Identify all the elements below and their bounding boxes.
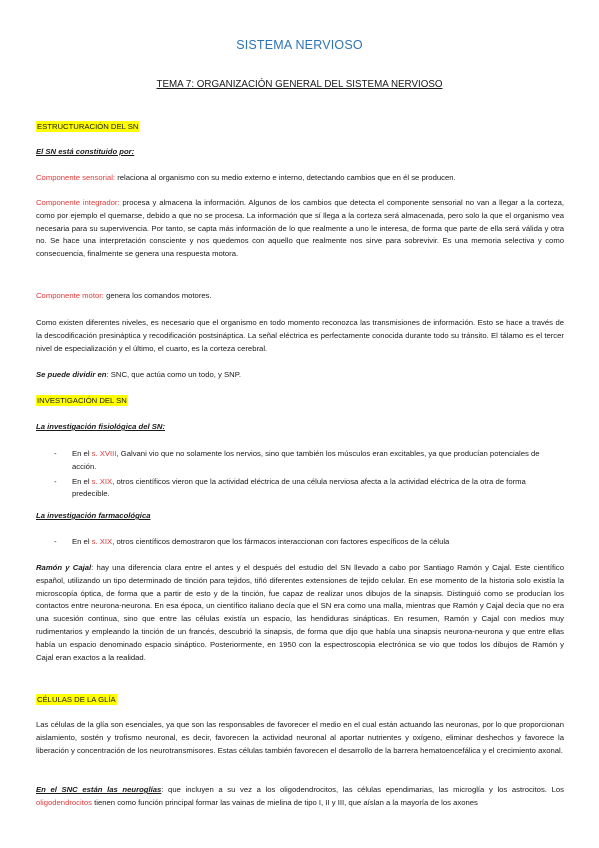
paragraph-sensorial: Componente sensorial: relaciona al organismo con su medio externo e interno, detectando cambios que en él se producen. <box>36 173 456 182</box>
document-title: SISTEMA NERVIOSO <box>236 38 363 52</box>
topic-title: TEMA 7: ORGANIZACIÓN GENERAL DEL SISTEMA NERVIOSO <box>156 79 443 90</box>
paragraph-ramon-y-cajal: Ramón y Cajal: hay una diferencia clara entre el antes y el después del estudio del SN llevado a cabo por Santiago Ramón y Cajal. Este científico español, utilizando un tipo determinado de tinción para tejidos, tiñó diferentes extensiones de tejido celular. En ese momento de la historia solo existía la microscopía óptica, de forma que a partir de esto y de la tinción, fue capaz de realizar unos dibujos de la sinapsis. Distinguió como se producían los contactos entre neurona-neurona. En esa época, un científico italiano decía que el SN era como una malla, mientras que Ramón y Cajal decía que no era una sucesión continua, sino que entre las células existía un espacio, las hendiduras sinápticas. En resumen, Ramón y Cajal con medios muy rudimentarios y empleando la tinción de un francés, descubrió la sinapsis, de forma que dijo que había una sinapsis neurona-neurona y que entre ellas había un espacio denominado espacio sináptico. Posteriormente, en 1950 con la espectroscopia electrónica se vio que todos los dibujos de Ramón y Cajal eran exactos a la realidad. <box>36 563 564 662</box>
paragraph-dividir: Se puede dividir en: SNC, que actúa como un todo, y SNP. <box>36 370 241 379</box>
paragraph-motor: Componente motor: genera los comandos motores. <box>36 291 212 300</box>
label-sensorial: Componente sensorial: <box>36 173 116 182</box>
paragraph-glia: Las células de la glía son esenciales, ya que son las responsables de favorecer el medio en el cual están actuando las neuronas, por lo que proporcionan aislamiento, sostén y trofismo neuronal, es decir, favorecen la actividad neuronal al aportar nutrientes y oxígeno, eliminar deshechos y favorece la liberación y concentración de los neurotransmisores. Estas células también favorecen el desarrollo de la barrera hematoencefálica y el crecimiento axonal. <box>36 720 564 755</box>
section-heading-investigacion: INVESTIGACIÓN DEL SN <box>37 396 127 405</box>
section-heading-estructuracion: ESTRUCTURACIÓN DEL SN <box>37 122 139 131</box>
list-item: - En el s. XIX, otros científicos vieron que la actividad eléctrica de una célula nerviosa afecta a la actividad eléctrica de la otra de forma predecible. <box>54 476 526 499</box>
paragraph-niveles: Como existen diferentes niveles, es necesario que el organismo en todo momento reconozca las transmisiones de información. Esto se hace a través de la descodificación presináptica y recodificación postsináptica. La señal eléctrica es perfectamente conocida durante todo su tránsito. El tálamo es el tercer nivel de especialización y el último, el cuarto, es la corteza cerebral. <box>36 318 564 353</box>
subheading-constituido: El SN está constituido por: <box>36 147 135 156</box>
paragraph-snc: En el SNC están las neuroglías: que incluyen a su vez a los oligodendrocitos, las células ependimarias, las microglía y los astrocitos. Los oligodendrocitos tienen como función principal formar las vainas de mielina de tipo I, II y III, que aíslan a la mayoría de los axones <box>36 785 564 807</box>
paragraph-integrador: Componente integrador: procesa y almacena la información. Algunos de los cambios que detecta el componente sensorial no van a llegar a la corteza, como por ejemplo el quemarse, debido a que no se procesa. La información que sí llega a la corteza será almacenada, pero solo la que el organismo vea necesaria para su supervivencia. Por tanto, se capta más información de lo que realmente a uno le interesa, de forma que parte de ella será válida y otra no. Se hace una interpretación consciente y nos quedemos con aquello que realmente nos sirve para sobrevivir. Es una memoria selectiva y como consecuencia, finalmente se genera una respuesta motora. <box>36 198 564 259</box>
list-item: - En el s. XIX, otros científicos demostraron que los fármacos interaccionan con factores específicos de la célula <box>54 537 450 546</box>
label-motor: Componente motor: <box>36 291 104 300</box>
subheading-fisiologica: La investigación fisiológica del SN: <box>36 422 166 431</box>
section-heading-glia: CÉLULAS DE LA GLÍA <box>37 695 116 704</box>
subheading-farmacologica: La investigación farmacológica <box>36 511 151 520</box>
list-fisiologica <box>54 448 564 503</box>
list-item: - En el s. XVIII, Galvani vio que no solamente los nervios, sino que también los músculos eran excitables, ya que producían potenciales de acción. <box>54 449 540 471</box>
list-farmacologica <box>54 536 564 551</box>
label-integrador: Componente integrador: <box>36 198 120 207</box>
